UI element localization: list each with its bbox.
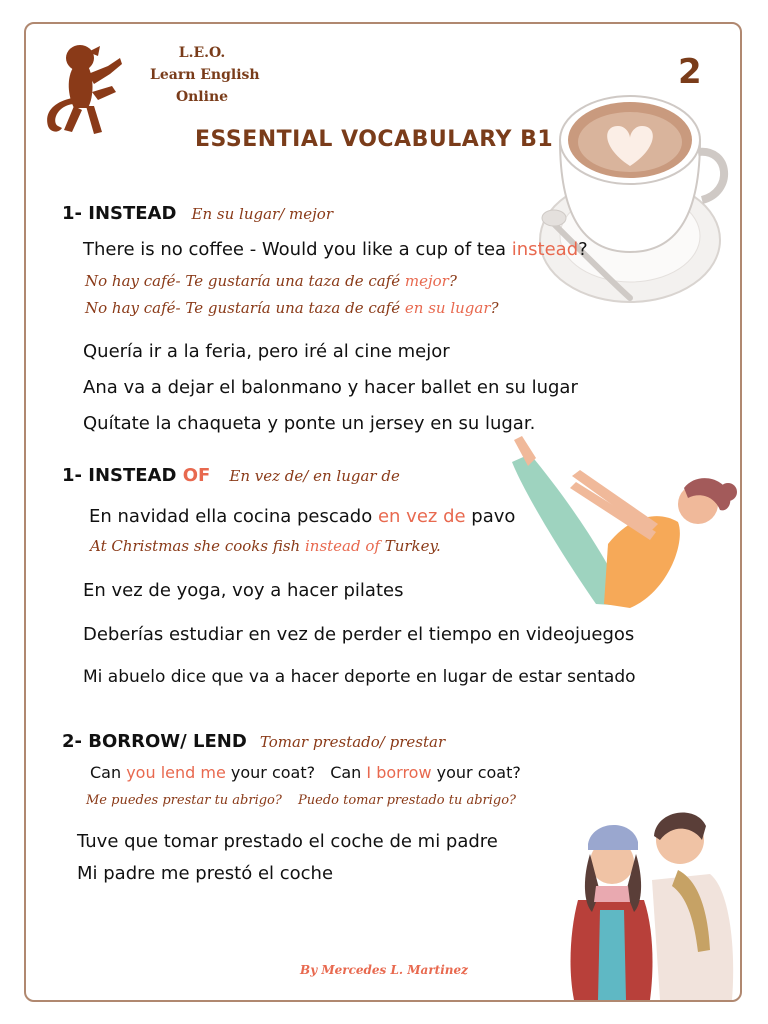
highlight-word: en vez de [377, 506, 466, 527]
brand-line: L.E.O. [178, 45, 226, 61]
sentence: Tuve que tomar prestado el coche de mi padre [77, 831, 498, 852]
sentence: Quería ir a la feria, pero iré al cine mejor [83, 341, 450, 362]
text-part: No hay café- Te gustaría una taza de café [85, 272, 405, 290]
sentence: Deberías estudiar en vez de perder el tiempo en videojuegos [83, 624, 635, 645]
text-part: your coat? [431, 763, 521, 782]
text-part: your coat? [225, 763, 316, 782]
highlight-word: instead [511, 239, 579, 260]
example-sentence [89, 506, 515, 527]
coffee-cup-icon [530, 80, 740, 310]
page-title: ESSENTIAL VOCABULARY B1 [195, 127, 554, 152]
example-question [90, 763, 521, 782]
text-part: No hay café- Te gustaría una taza de café [85, 299, 405, 317]
yoga-woman-icon [500, 432, 745, 622]
text-part: Puedo tomar prestado tu abrigo? [298, 793, 517, 808]
author-byline: By Mercedes L. Martinez [300, 963, 468, 977]
heading-text: 1- INSTEAD [62, 203, 177, 224]
sentence: Mi abuelo dice que va a hacer deporte en lugar de estar sentado [83, 667, 636, 687]
heading-translation: En vez de/ en lugar de [229, 467, 400, 485]
brand-line: Learn English [150, 67, 260, 83]
highlight-word: mejor [404, 272, 449, 290]
text-part: Me puedes prestar tu abrigo? [86, 793, 282, 808]
text-part: ? [448, 272, 457, 290]
sentence: Quítate la chaqueta y ponte un jersey en su lugar. [83, 413, 536, 434]
highlight-word: you lend me [126, 763, 226, 782]
text-part: ? [578, 239, 588, 260]
example-translation [85, 272, 457, 290]
heading-translation: En su lugar/ mejor [191, 205, 333, 223]
highlight-word: I borrow [366, 763, 432, 782]
section-heading-instead-of [62, 465, 400, 486]
example-translation [90, 537, 441, 555]
sentence: Mi padre me prestó el coche [77, 863, 334, 884]
text-part: There is no coffee - Would you like a cup of tea [83, 239, 512, 260]
text-part: En navidad ella cocina pescado [89, 506, 378, 527]
highlight-word: en su lugar [404, 299, 491, 317]
heading-highlight: OF [182, 465, 211, 486]
text-part: Turkey. [379, 537, 441, 555]
lion-logo-icon [38, 38, 128, 142]
page-number: 2 [678, 52, 702, 92]
text-part: pavo [465, 506, 516, 527]
section-heading-instead [62, 203, 333, 224]
text-part: At Christmas she cooks fish [90, 537, 305, 555]
heading-translation: Tomar prestado/ prestar [259, 733, 446, 751]
example-sentence [83, 239, 588, 260]
highlight-word: instead of [304, 537, 380, 555]
heading-text: 1- INSTEAD [62, 465, 183, 486]
section-heading-borrow-lend [62, 731, 445, 752]
example-translation [85, 299, 499, 317]
example-translation [86, 793, 516, 808]
brand-name [150, 42, 260, 108]
text-part: Can [90, 763, 127, 782]
sentence: Ana va a dejar el balonmano y hacer ballet en su lugar [83, 377, 578, 398]
text-part: ? [490, 299, 499, 317]
sentence: En vez de yoga, voy a hacer pilates [83, 580, 404, 601]
text-part: Can [330, 763, 367, 782]
heading-text: 2- BORROW/ LEND [62, 731, 247, 752]
brand-line: Online [175, 89, 229, 105]
